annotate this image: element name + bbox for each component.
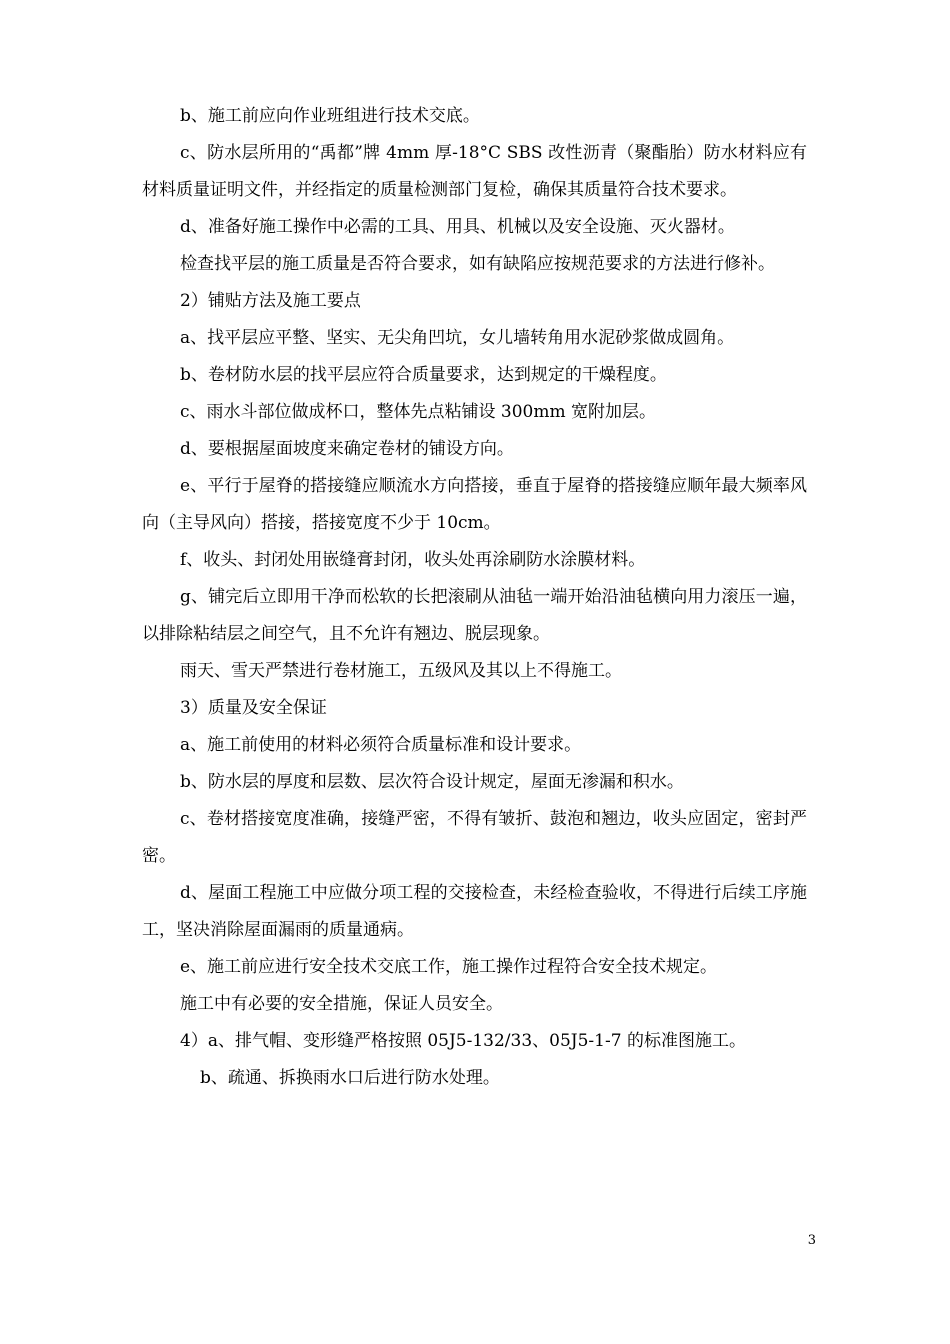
paragraph: 检查找平层的施工质量是否符合要求，如有缺陷应按规范要求的方法进行修补。 [180, 254, 775, 274]
section-heading: 2）铺贴方法及施工要点 [180, 291, 361, 311]
paragraph: d、屋面工程施工中应做分项工程的交接检查，未经检查验收，不得进行后续工序施工，坚决消除屋面漏雨的质量通病。 [142, 883, 807, 940]
paragraph: d、要根据屋面坡度来确定卷材的铺设方向。 [180, 439, 514, 459]
paragraph: c、雨水斗部位做成杯口，整体先点粘铺设 300mm 宽附加层。 [180, 402, 657, 422]
paragraph: 雨天、雪天严禁进行卷材施工，五级风及其以上不得施工。 [180, 661, 622, 681]
document-body [142, 98, 807, 1097]
paragraph: e、平行于屋脊的搭接缝应顺流水方向搭接，垂直于屋脊的搭接缝应顺年最大频率风向（主导风向）搭接，搭接宽度不少于 10cm。 [142, 476, 807, 533]
paragraph: a、施工前使用的材料必须符合质量标准和设计要求。 [180, 735, 582, 755]
section-heading: 4）a、排气帽、变形缝严格按照 05J5-132/33、05J5-1-7 的标准图施工。 [180, 1031, 746, 1051]
paragraph: f、收头、封闭处用嵌缝膏封闭，收头处再涂刷防水涂膜材料。 [180, 550, 646, 570]
paragraph: c、防水层所用的“禹都”牌 4mm 厚-18°C SBS 改性沥青（聚酯胎）防水材料应有材料质量证明文件，并经指定的质量检测部门复检，确保其质量符合技术要求。 [142, 143, 807, 200]
section-heading: 3）质量及安全保证 [180, 698, 327, 718]
paragraph: b、防水层的厚度和层数、层次符合设计规定，屋面无渗漏和积水。 [180, 772, 684, 792]
paragraph: c、卷材搭接宽度准确，接缝严密，不得有皱折、鼓泡和翘边，收头应固定，密封严密。 [142, 809, 807, 866]
paragraph: a、找平层应平整、坚实、无尖角凹坑，女儿墙转角用水泥砂浆做成圆角。 [180, 328, 735, 348]
paragraph: b、施工前应向作业班组进行技术交底。 [180, 106, 480, 126]
paragraph: e、施工前应进行安全技术交底工作，施工操作过程符合安全技术规定。 [180, 957, 718, 977]
paragraph: g、铺完后立即用干净而松软的长把滚刷从油毡一端开始沿油毡横向用力滚压一遍，以排除粘结层之间空气，且不允许有翘边、脱层现象。 [142, 587, 807, 644]
page-number: 3 [807, 1233, 816, 1248]
paragraph: b、疏通、拆换雨水口后进行防水处理。 [200, 1068, 500, 1088]
paragraph: 施工中有必要的安全措施，保证人员安全。 [180, 994, 503, 1014]
paragraph: d、准备好施工操作中必需的工具、用具、机械以及安全设施、灭火器材。 [180, 217, 735, 237]
paragraph: b、卷材防水层的找平层应符合质量要求，达到规定的干燥程度。 [180, 365, 667, 385]
